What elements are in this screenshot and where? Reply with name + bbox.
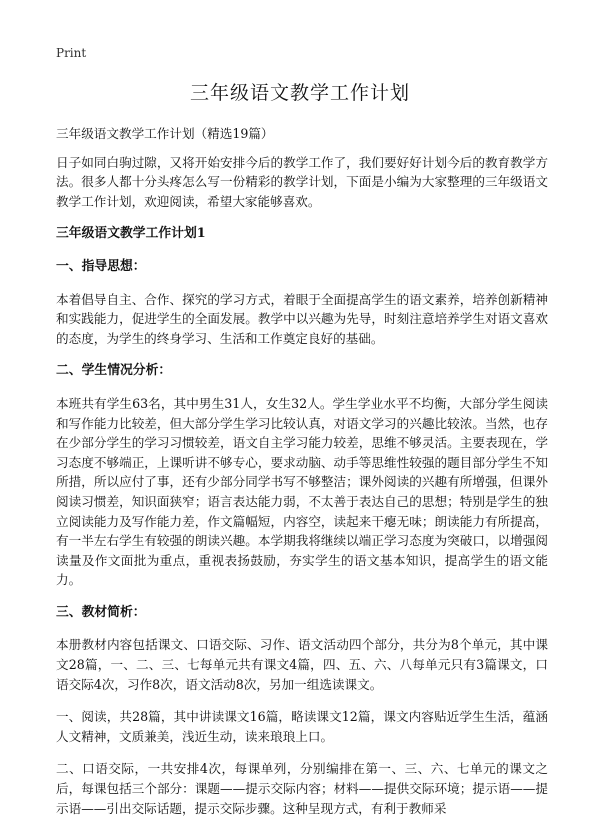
textbook-overview-paragraph: 本册教材内容包括课文、口语交际、习作、语文活动四个部分，共分为8个单元，其中课文28篇，一、二、三、七每单元共有课文4篇，四、五、六、八每单元只有3篇课文，口语交际4次，习作8次，语文活动8次，另加一组选读课文。 — [56, 637, 548, 692]
section-heading-student-analysis: 二、学生情况分析： — [56, 363, 172, 379]
student-analysis-paragraph: 本班共有学生63名，其中男生31人，女生32人。学生学业水平不均衡，大部分学生阅读和写作能力比较差，但大部分学生学习比较认真，对语文学习的兴趣比较浓。当然，也存在少部分学生的学习习惯较差，语文自主学习能力较差，思维不够灵活。主要表现在，学习态度不够端正，上课听讲不够专心，要求动脑、动手等思维性较强的题目部分学生不知所措，所以应付了事，还有少部分同学书写不够整洁；课外阅读的兴趣有所增强，但课外阅读习惯差，知识面狭窄；语言表达能力弱，不太善于表达自己的思想；特别是学生的独立阅读能力及写作能力差，作文篇幅短，内容空，读起来干瘪无味；朗读能力有所提高，有一半左右学生有较强的朗读兴趣。本学期我将继续以端正学习态度为突破口，以增强阅读量及作文面批为重点，重视表扬鼓励，夯实学生的语文基本知识，提高学生的语文能力。 — [56, 395, 548, 588]
reading-paragraph: 一、阅读，共28篇，其中讲读课文16篇，略读课文12篇，课文内容贴近学生生活，蕴涵人文精神，文质兼美，浅近生动，读来琅琅上口。 — [56, 709, 548, 744]
intro-paragraph: 日子如同白驹过隙，又将开始安排今后的教学工作了，我们要好好计划今后的教育教学方法。很多人都十分头疼怎么写一份精彩的教学计划，下面是小编为大家整理的三年级语文教学工作计划，欢迎阅读，希望大家能够喜欢。 — [56, 154, 548, 209]
print-link[interactable]: Print — [56, 46, 87, 60]
section-heading-textbook-analysis: 三、教材简析： — [56, 604, 146, 620]
document-body — [56, 124, 548, 831]
document-title: 三年级语文教学工作计划 — [189, 82, 410, 104]
plan-heading: 三年级语文教学工作计划1 — [56, 226, 206, 242]
document-subtitle: 三年级语文教学工作计划（精选19篇） — [56, 126, 274, 141]
oral-communication-paragraph: 二、口语交际，一共安排4次，每课单列，分别编排在第一、三、六、七单元的课文之后，每课包括三个部分：课题——提示交际内容；材料——提供交际环境；提示语——提示语——引出交际话题，提示交际步骤。这种呈现方式，有利于教师采 — [56, 761, 548, 816]
guiding-ideology-paragraph: 本着倡导自主、合作、探究的学习方式，着眼于全面提高学生的语文素养，培养创新精神和实践能力，促进学生的全面发展。教学中以兴趣为先导，时刻注意培养学生对语文喜欢的态度，为学生的终身学习、生活和工作奠定良好的基础。 — [56, 291, 548, 346]
section-heading-guiding-ideology: 一、指导思想： — [56, 258, 146, 274]
